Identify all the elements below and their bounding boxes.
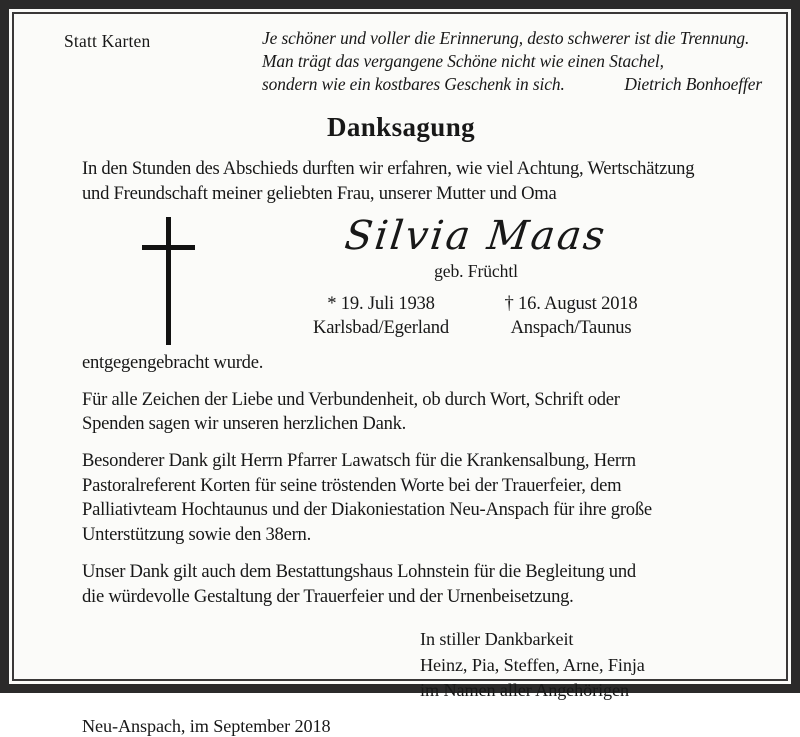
name-block <box>64 213 762 351</box>
memorial-quote <box>262 27 762 96</box>
special-thanks-line-2: Pastoralreferent Korten für seine tröstenden Worte bei der Trauerfeier, dem <box>82 474 622 496</box>
life-dates <box>214 292 738 340</box>
deceased-details <box>214 213 738 340</box>
closing-signature <box>64 627 738 703</box>
statt-karten-note: Statt Karten <box>64 31 151 51</box>
quote-line-3-row <box>262 73 762 96</box>
special-thanks-paragraph <box>82 449 738 548</box>
intro-line-2: und Freundschaft meiner geliebten Frau, unserer Mutter und Oma <box>82 183 557 205</box>
closing-line-2: Heinz, Pia, Steffen, Arne, Finja <box>420 654 645 675</box>
thanks-line-1: Für alle Zeichen der Liebe und Verbundenheit, ob durch Wort, Schrift oder <box>82 388 620 410</box>
continuation-paragraph <box>82 351 738 376</box>
quote-line-1: Je schöner und voller die Erinnerung, desto schwerer ist die Trennung. <box>262 28 750 48</box>
funeral-home-line-2: die würdevolle Gestaltung der Trauerfeier und der Urnenbeisetzung. <box>82 585 574 607</box>
frame-inner-rule <box>12 12 788 736</box>
funeral-home-line-1: Unser Dank gilt auch dem Bestattungshaus Lohnstein für die Begleitung und <box>82 560 636 582</box>
quote-attribution: Dietrich Bonhoeffer <box>624 74 762 95</box>
birth-place: Karlsbad/Egerland <box>313 316 449 338</box>
death-place: Anspach/Taunus <box>510 316 632 338</box>
continuation-line: entgegengebracht wurde. <box>82 351 264 373</box>
special-thanks-line-3: Palliativteam Hochtaunus und der Diakoniestation Neu-Anspach für ihre große <box>82 499 652 521</box>
deceased-maiden-name: geb. Früchtl <box>434 260 518 281</box>
cross-horizontal-bar <box>142 245 195 250</box>
birth-date: * 19. Juli 1938 <box>327 292 435 314</box>
page-title: Danksagung <box>326 112 476 143</box>
christian-cross-icon <box>142 217 196 345</box>
closing-line-3: im Namen aller Angehörigen <box>420 680 630 701</box>
top-row <box>64 27 762 96</box>
birth-column <box>286 292 476 340</box>
quote-line-2: Man trägt das vergangene Schöne nicht wie einen Stachel, <box>262 51 664 72</box>
intro-line-1: In den Stunden des Abschieds durften wir erfahren, wie viel Achtung, Wertschätzung <box>82 158 695 180</box>
thanks-line-2: Spenden sagen wir unseren herzlichen Dank. <box>82 413 407 435</box>
closing-line-1: In stiller Dankbarkeit <box>420 629 574 650</box>
funeral-home-paragraph <box>82 560 738 609</box>
quote-line-3: sondern wie ein kostbares Geschenk in sich. <box>262 74 565 95</box>
special-thanks-line-4: Unterstützung sowie den 38ern. <box>82 524 311 546</box>
cross-vertical-bar <box>166 217 171 345</box>
intro-paragraph <box>82 157 762 206</box>
deceased-name: Silvia Maas <box>342 212 610 259</box>
special-thanks-line-1: Besonderer Dank gilt Herrn Pfarrer Lawatsch für die Krankensalbung, Herrn <box>82 450 636 472</box>
frame-outer-border <box>9 9 791 736</box>
thanks-paragraph <box>82 388 738 437</box>
death-date: † 16. August 2018 <box>504 292 638 314</box>
body-text <box>82 351 738 609</box>
card-sheet <box>14 14 786 736</box>
place-and-date: Neu-Anspach, im September 2018 <box>82 715 331 736</box>
death-column <box>476 292 666 340</box>
